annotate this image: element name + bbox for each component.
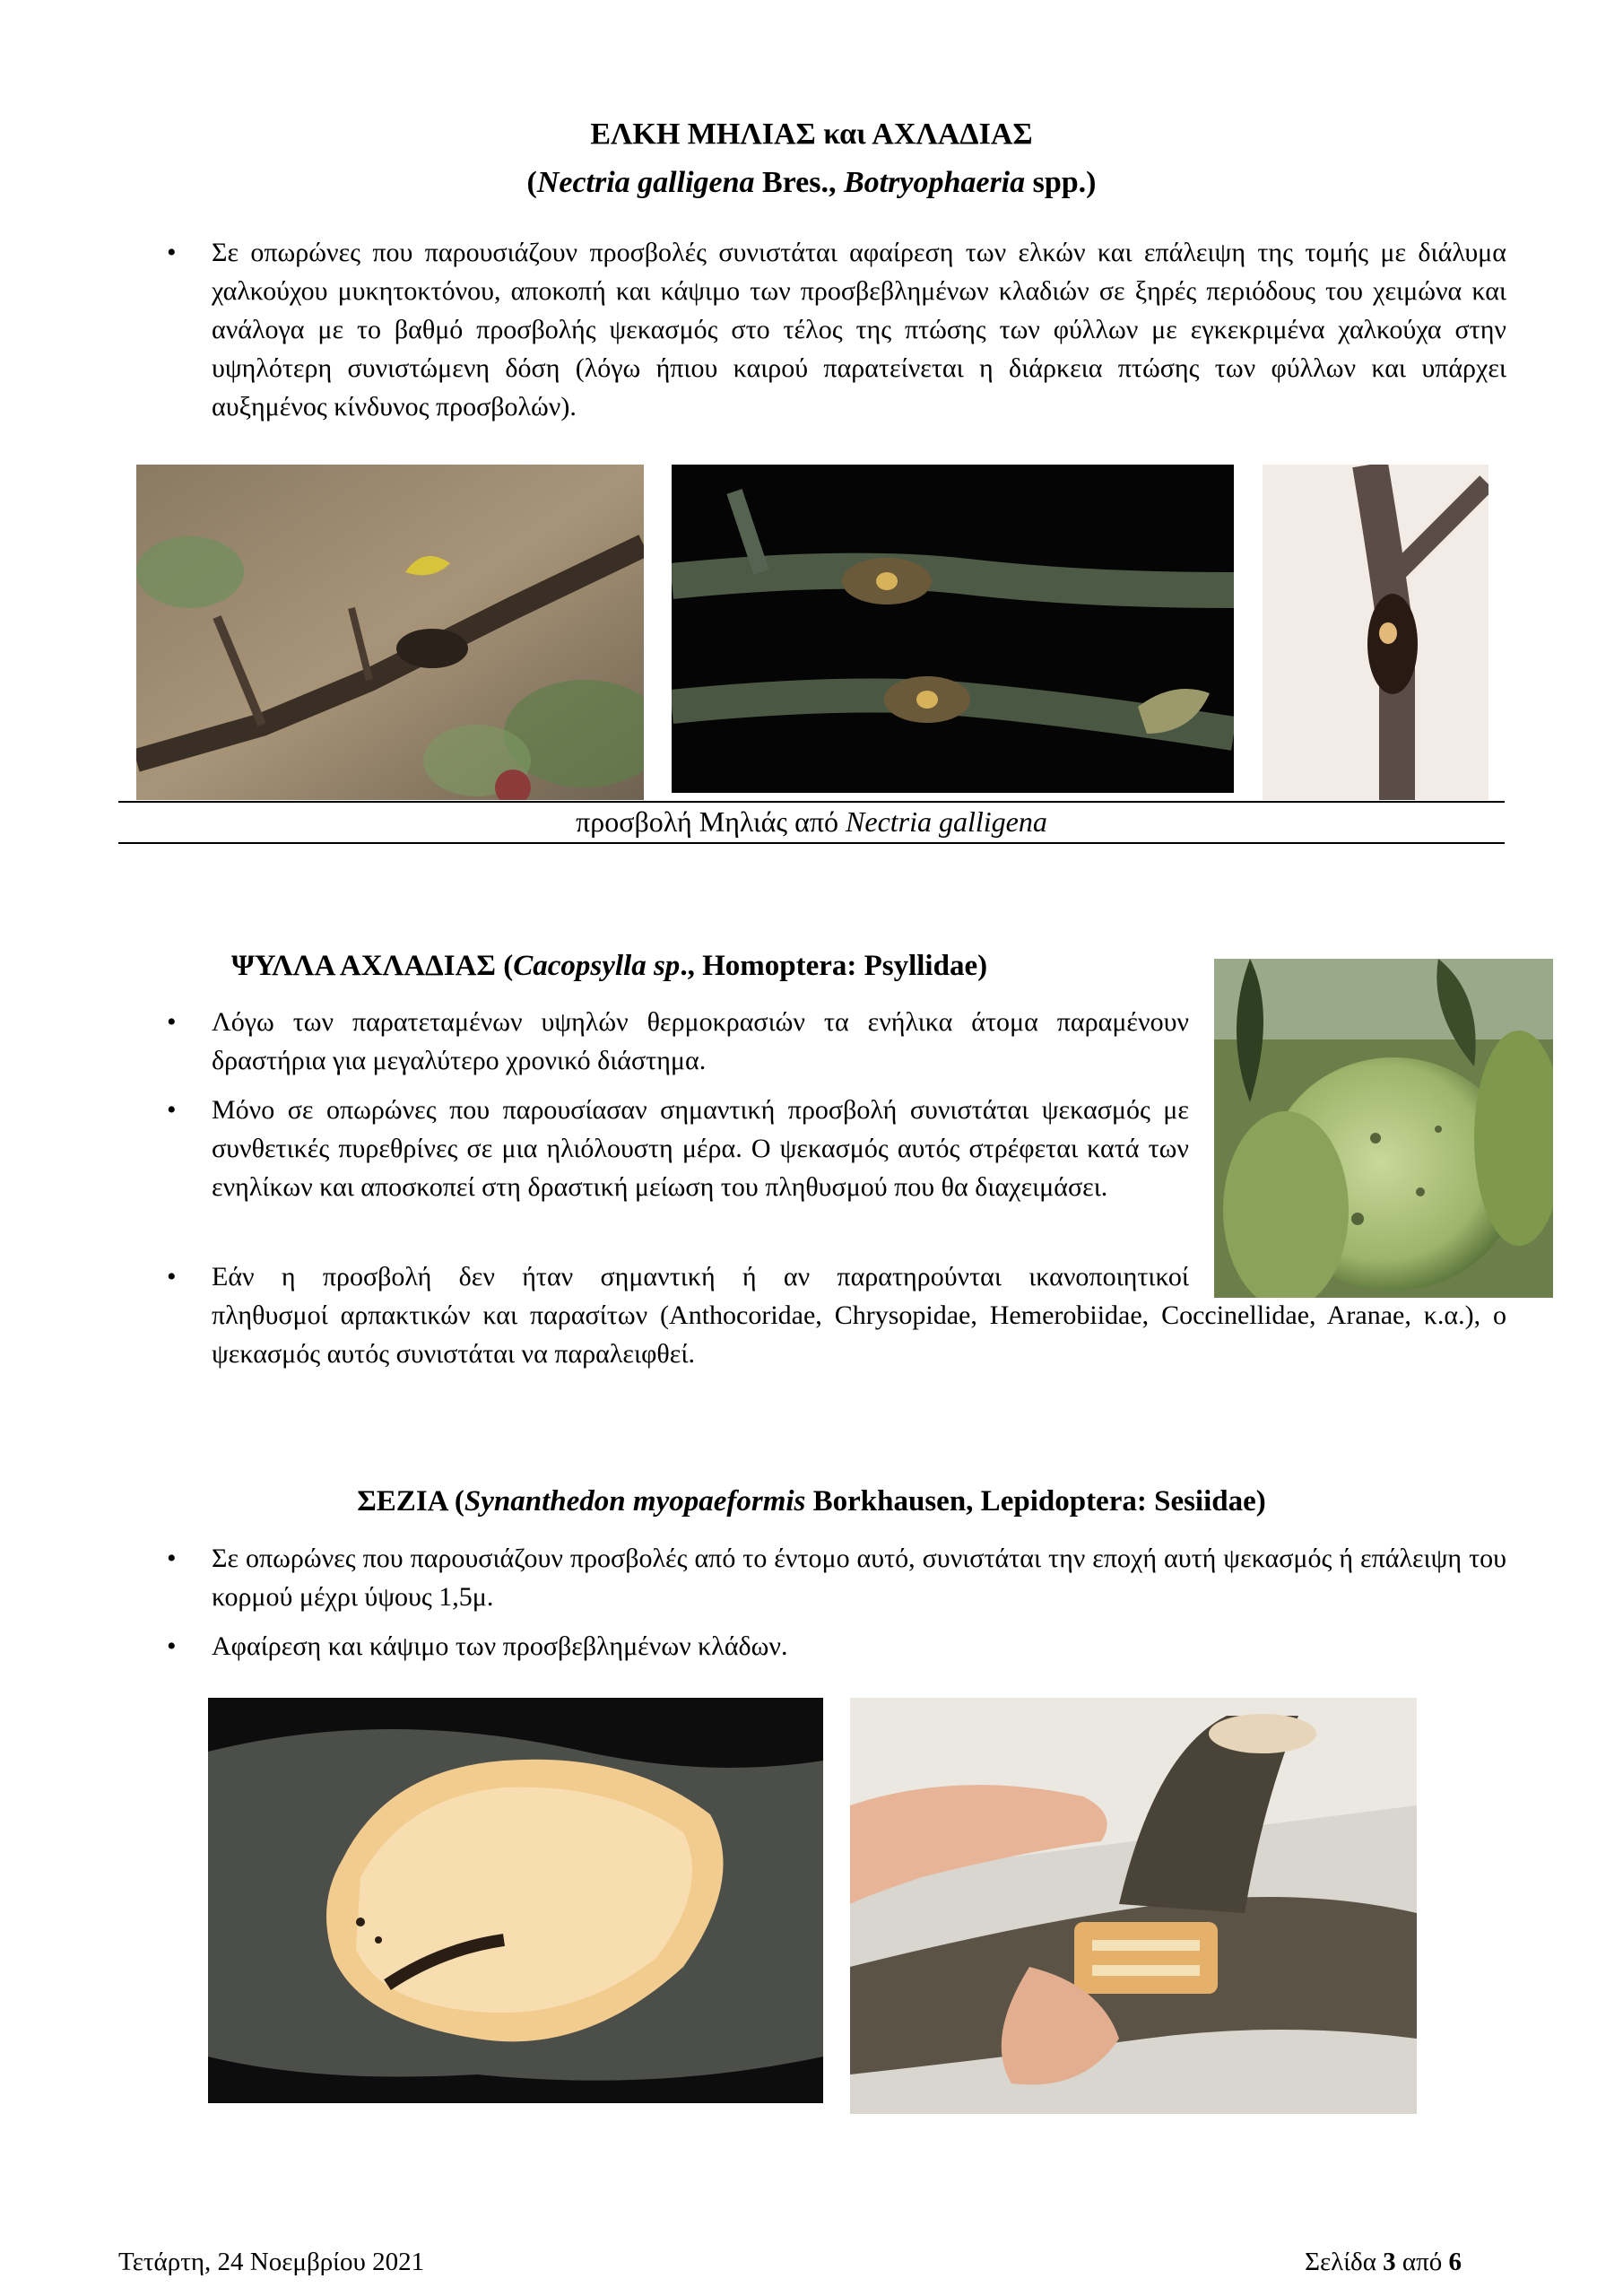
sesia-bullet-2: Αφαίρεση και κάψιμο των προσβεβλημένων κλάδων. bbox=[212, 1631, 788, 1661]
pear-psylla-photo bbox=[1214, 959, 1553, 1298]
twig-canker-photo bbox=[1263, 465, 1488, 800]
bullet-glyph: • bbox=[167, 238, 177, 267]
caption-top-rule bbox=[118, 801, 1505, 803]
trunk-cross-section-photo bbox=[208, 1698, 823, 2103]
bullet-glyph: • bbox=[167, 1095, 177, 1125]
bullet-glyph: • bbox=[167, 1631, 177, 1661]
footer-date: Τετάρτη, 24 Νοεμβρίου 2021 bbox=[118, 2248, 425, 2276]
section-title-psylla: ΨΥΛΛΑ ΑΧΛΑΔΙΑΣ (Cacopsylla sp., Homoptera: Psyllidae) bbox=[231, 950, 988, 982]
section-title-canker: ΕΛΚΗ ΜΗΛΙΑΣ και ΑΧΛΑΔΙΑΣ bbox=[590, 117, 1033, 151]
photo-caption-canker: προσβολή Μηλιάς από Nectria galligena bbox=[576, 805, 1047, 838]
bullet-glyph: • bbox=[167, 1544, 177, 1573]
sesia-bullet-1: Σε οπωρώνες που παρουσιάζουν προσβολές από το έντομο αυτό, συνιστάται την εποχή αυτή ψεκασμός ή επάλειψη του κορμού μέχρι ύψους 1,5μ. bbox=[212, 1544, 1506, 1612]
psylla-bullet-2: Μόνο σε οπωρώνες που παρουσίασαν σημαντική προσβολή συνιστάται ψεκασμός με συνθετικές πυρεθρίνες σε μια ηλιόλουστη μέρα. Ο ψεκασμός αυτός στρέφεται κατά των ενηλίκων και αποσκοπεί στη δραστική μείωση του πληθυσμού που θα διαχειμάσει. bbox=[212, 1095, 1189, 1202]
caption-bottom-rule bbox=[118, 842, 1505, 844]
branch-cankers-black-bg-photo bbox=[672, 465, 1234, 793]
psylla-bullet-1: Λόγω των παρατεταμένων υψηλών θερμοκρασιών τα ενήλικα άτομα παραμένουν δραστήρια για μεγαλύτερο χρονικό διάστημα. bbox=[212, 1007, 1189, 1075]
bullet-glyph: • bbox=[167, 1007, 177, 1037]
footer-page-number: Σελίδα 3 από 6 bbox=[1305, 2248, 1462, 2276]
apple-branch-canker-photo bbox=[136, 465, 644, 800]
psylla-bullet-3: Εάν η προσβολή δεν ήταν σημαντική ή αν παρατηρούνται ικανοποιητικοί bbox=[212, 1262, 1189, 1292]
trunk-larva-hand-photo bbox=[850, 1698, 1417, 2114]
canker-paragraph: Σε οπωρώνες που παρουσιάζουν προσβολές συνιστάται αφαίρεση των ελκών και επάλειψη της τομής με διάλυμα χαλκούχου μυκητοκτόνου, αποκοπή και κάψιμο των προσβεβλημένων κλαδιών σε ξηρές περιόδους του χειμώνα και ανάλογα με το βαθμό προσβολής ψεκασμός στο τέλος της πτώσης των φύλλων με εγκεκριμένα χαλκούχα στην υψηλότερη συνιστώμενη δόση (λόγω ήπιου καιρού παρατείνεται η διάρκεια πτώσης των φύλλων και υπάρχει αυξημένος κίνδυνος προσβολών). bbox=[212, 238, 1506, 422]
bullet-glyph: • bbox=[167, 1262, 177, 1292]
psylla-bullet-3-continuation: πληθυσμοί αρπακτικών και παρασίτων (Anthocoridae, Chrysopidae, Hemerobiidae, Coccinellidae, Aranae, κ.α.), ο ψεκασμός αυτός συνιστάται να παραλειφθεί. bbox=[212, 1300, 1506, 1369]
section-subtitle-canker: (Nectria galligena Bres., Botryophaeria spp.) bbox=[526, 166, 1097, 199]
section-title-sesia: ΣΕΖΙΑ (Synanthedon myopaeformis Borkhausen, Lepidoptera: Sesiidae) bbox=[357, 1485, 1266, 1518]
